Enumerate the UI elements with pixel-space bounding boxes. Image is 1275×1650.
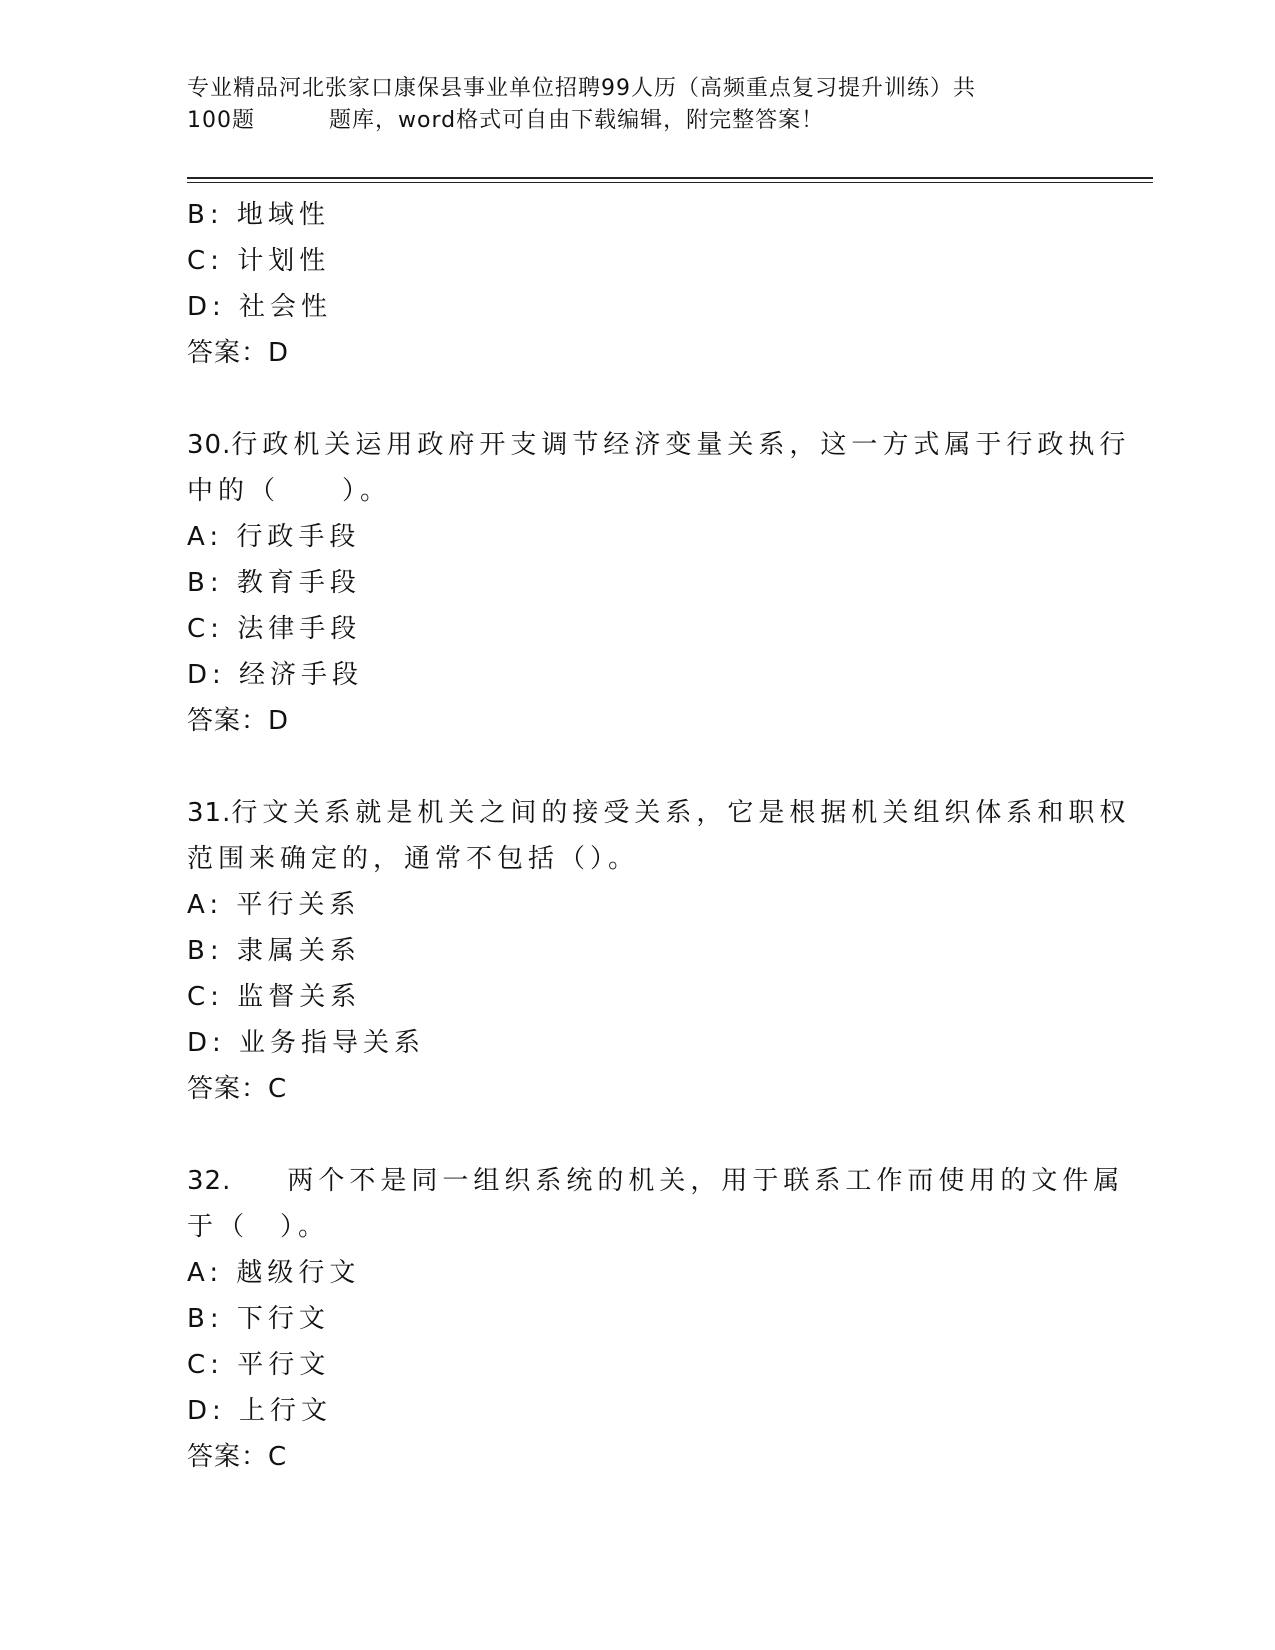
question-block-31 <box>187 790 1131 1112</box>
question-number: 32. <box>187 1166 232 1196</box>
option-a: A: 行政手段 <box>187 522 361 552</box>
question-stem-cont: 于（ ）。 <box>187 1212 330 1242</box>
answer-line: 答案：D <box>187 338 290 368</box>
option-b: B: 地域性 <box>187 200 330 230</box>
header-count: 100题 <box>187 108 255 133</box>
prev-question-block <box>187 192 1087 376</box>
question-content <box>187 192 1131 1480</box>
option-c: C: 法律手段 <box>187 614 362 644</box>
option-a: A: 越级行文 <box>187 1258 361 1288</box>
option-d: D: 上行文 <box>187 1396 333 1426</box>
answer-line: 答案：C <box>187 1442 288 1472</box>
question-block-32 <box>187 1158 1125 1480</box>
option-d: D: 社会性 <box>187 292 333 322</box>
header-rule-thin <box>187 182 1153 183</box>
option-c: C: 计划性 <box>187 246 331 276</box>
header-rule-thick <box>187 177 1153 179</box>
answer-line: 答案：C <box>187 1074 288 1104</box>
option-a: A: 平行关系 <box>187 890 361 920</box>
question-stem: 31.行文关系就是机关之间的接受关系，它是根据机关组织体系和职权 <box>187 798 1131 828</box>
question-number: 31. <box>187 798 232 828</box>
question-stem: 32. 两个不是同一组织系统的机关，用于联系工作而使用的文件属 <box>187 1166 1125 1196</box>
question-stem: 30.行政机关运用政府开支调节经济变量关系，这一方式属于行政执行 <box>187 430 1131 460</box>
question-stem-cont: 中的（ ）。 <box>187 476 392 506</box>
option-d: D: 业务指导关系 <box>187 1028 426 1058</box>
option-b: B: 隶属关系 <box>187 936 361 966</box>
option-c: C: 平行文 <box>187 1350 331 1380</box>
question-number: 30. <box>187 430 232 460</box>
answer-line: 答案：D <box>187 706 290 736</box>
option-b: B: 教育手段 <box>187 568 361 598</box>
option-b: B: 下行文 <box>187 1304 330 1334</box>
document-header <box>187 73 1067 137</box>
option-c: C: 监督关系 <box>187 982 362 1012</box>
question-block-30 <box>187 422 1131 744</box>
header-title-line1: 专业精品河北张家口康保县事业单位招聘99人历（高频重点复习提升训练）共 <box>187 76 976 101</box>
question-stem-cont: 范围来确定的，通常不包括（）。 <box>187 844 640 874</box>
option-d: D: 经济手段 <box>187 660 364 690</box>
header-description: 题库，word格式可自由下载编辑，附完整答案！ <box>329 108 825 133</box>
header-title-line2 <box>187 105 1067 137</box>
